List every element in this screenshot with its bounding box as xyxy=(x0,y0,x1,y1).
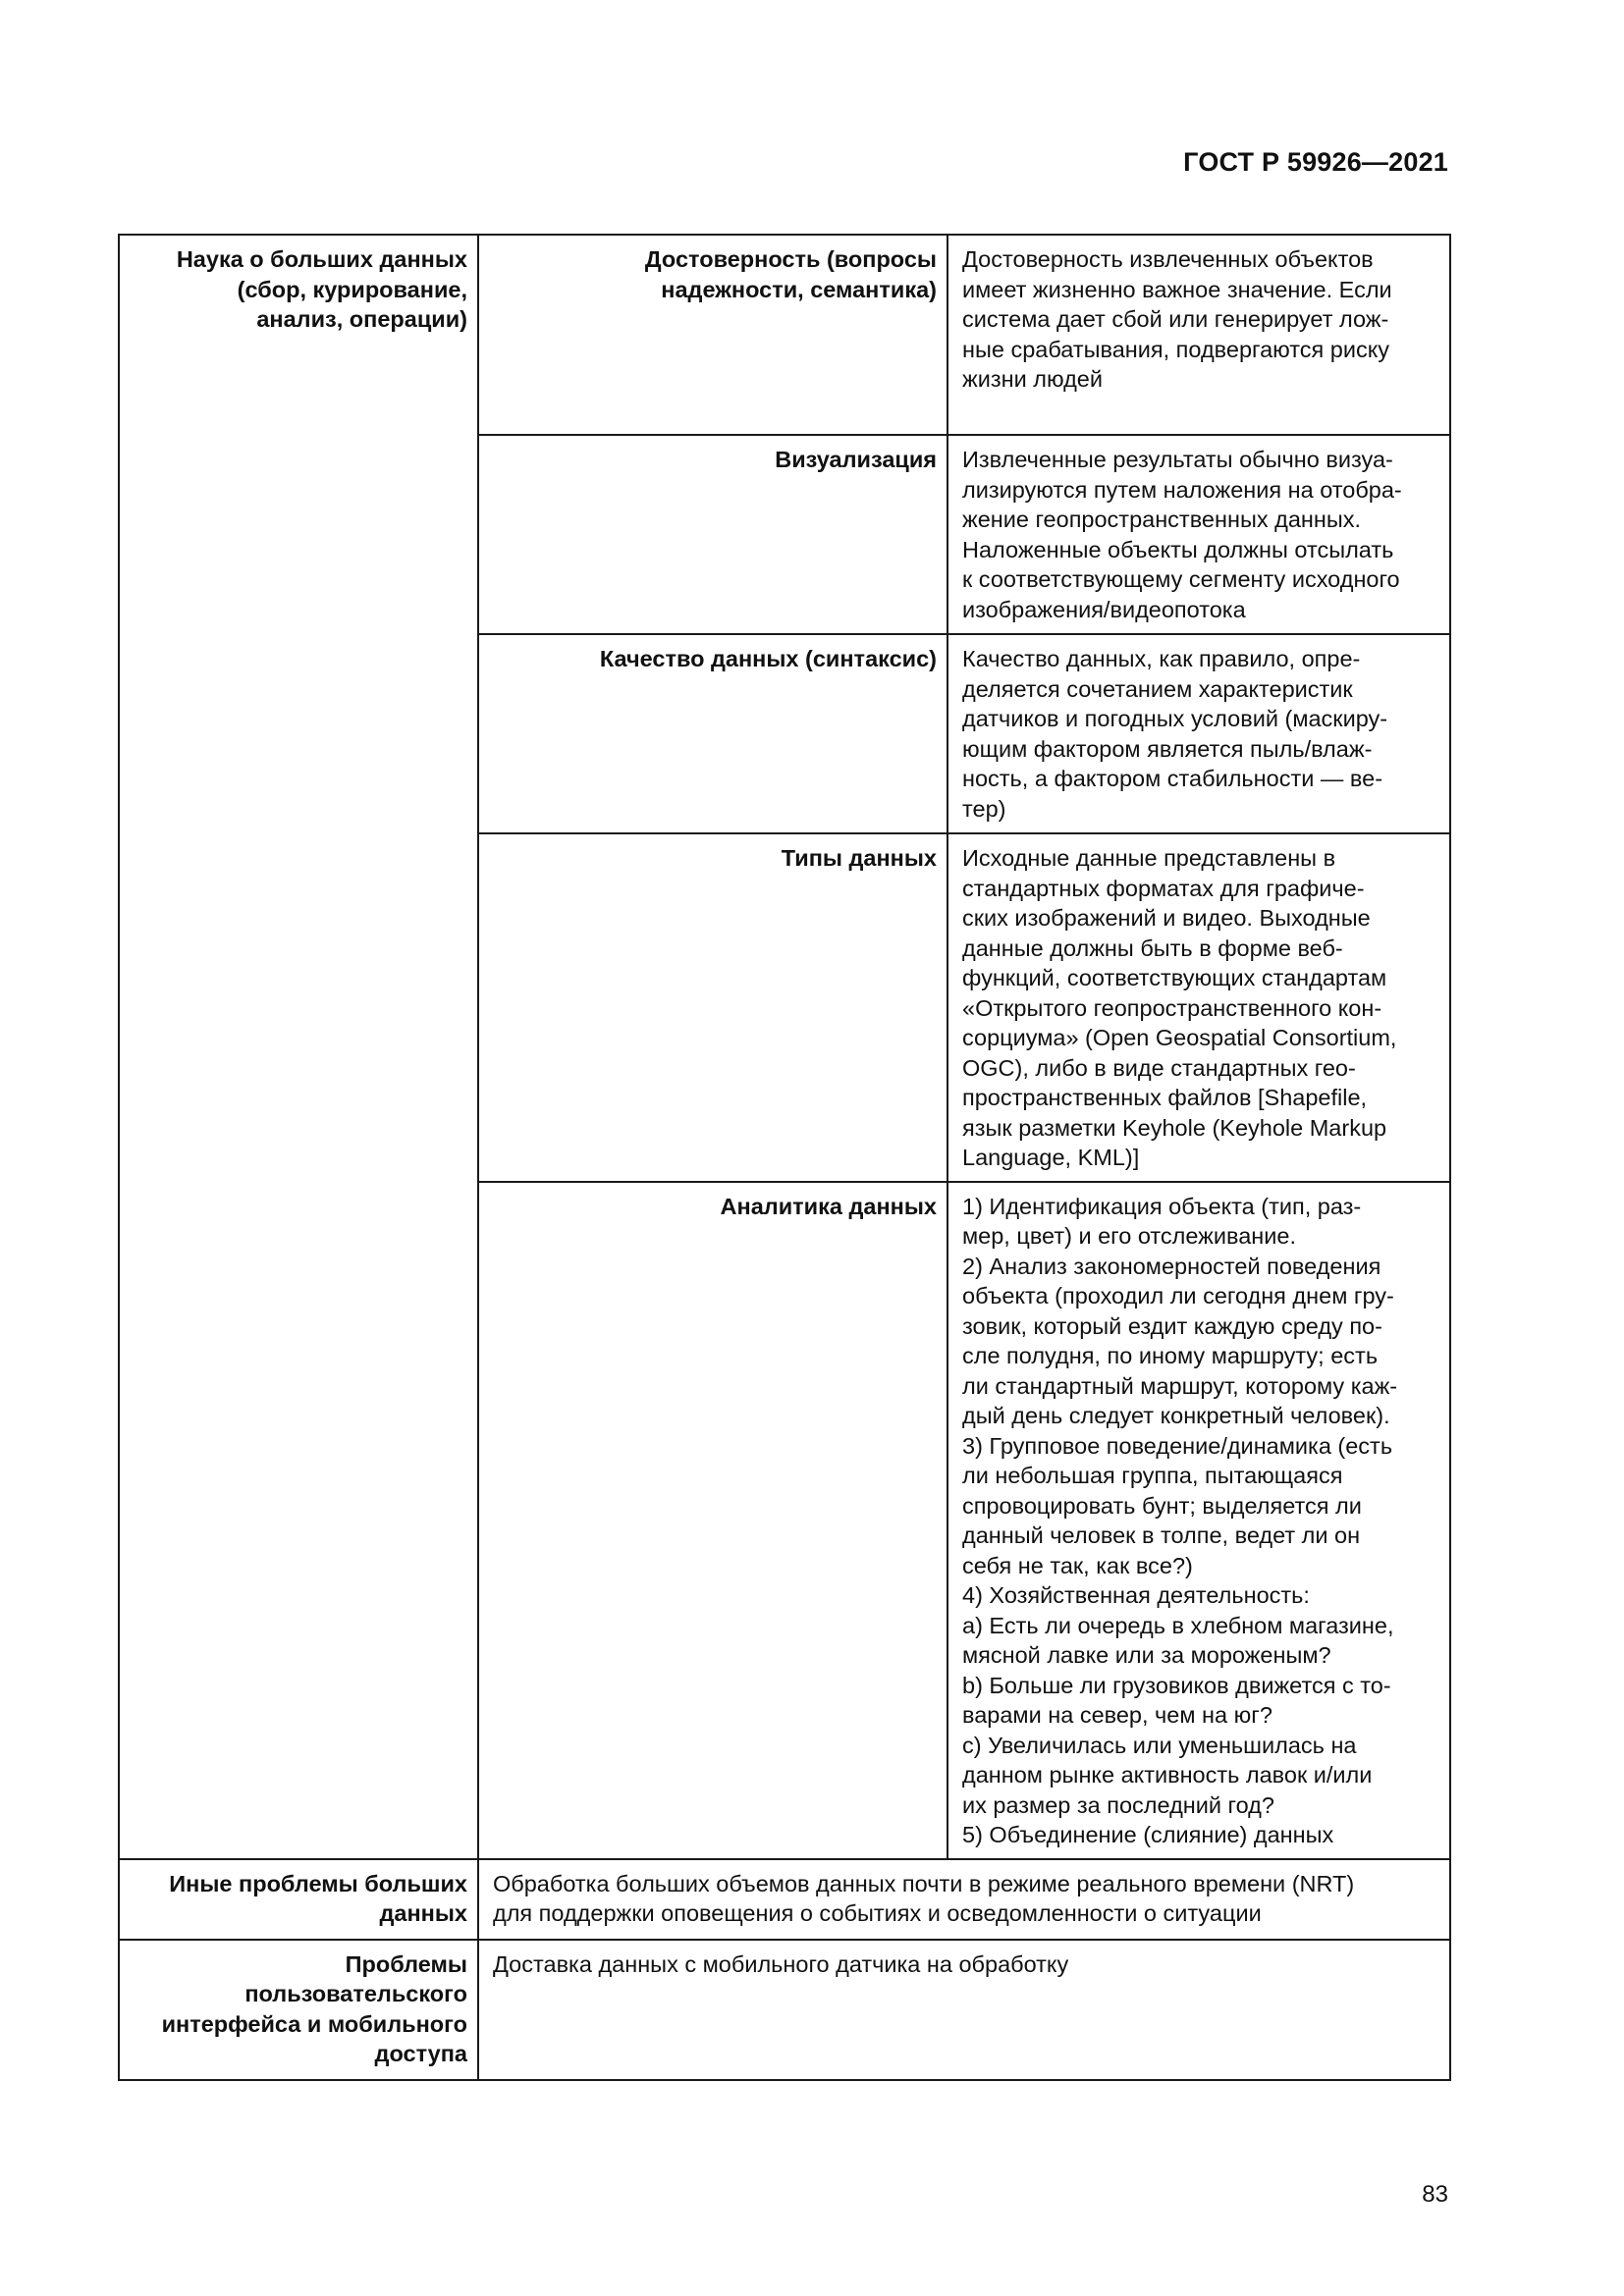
description-line: мер, цвет) и его отслеживание. xyxy=(962,1223,1296,1249)
category-line: данных xyxy=(379,1900,467,1926)
description-line: Обработка больших объемов данных почти в режиме реального времени (NRT) xyxy=(493,1870,1355,1896)
aspect-cell xyxy=(478,634,947,833)
description-line: ли небольшая группа, пытающаяся xyxy=(962,1463,1343,1488)
description-cell xyxy=(947,235,1450,435)
description-line: Достоверность извлеченных объектов xyxy=(962,246,1374,272)
description-line: сорциума» (Open Geospatial Consortium, xyxy=(962,1025,1397,1050)
aspect-cell xyxy=(478,833,947,1182)
description-line: OGC), либо в виде стандартных гео- xyxy=(962,1054,1356,1081)
description-line: a) Есть ли очередь в хлебном магазине, xyxy=(962,1612,1394,1638)
description-line: лизируются путем наложения на отобра- xyxy=(962,476,1402,503)
description-line: датчиков и погодных условий (маскиру- xyxy=(962,706,1388,731)
description-line: для поддержки оповещения о событиях и осведомленности о ситуации xyxy=(493,1900,1262,1926)
description-line: сле полудня, по иному маршруту; есть xyxy=(962,1343,1379,1368)
description-line: пространственных файлов [Shapefile, xyxy=(962,1085,1368,1110)
description-line: ность, а фактором стабильности — ве- xyxy=(962,766,1383,791)
aspect-line: надежности, семантика) xyxy=(661,276,937,302)
description-line: стандартных форматах для графиче- xyxy=(962,875,1365,901)
description-line: ских изображений и видео. Выходные xyxy=(962,905,1371,931)
description-line: Извлеченные результаты обычно визуа- xyxy=(962,447,1393,472)
category-line: анализ, операции) xyxy=(256,306,467,332)
table-row xyxy=(119,1859,1450,1940)
description-line: варами на север, чем на юг? xyxy=(962,1702,1272,1728)
category-cell-big-data-science xyxy=(119,235,478,1859)
description-line: 1) Идентификация объекта (тип, раз- xyxy=(962,1193,1362,1219)
description-line: имеет жизненно важное значение. Если xyxy=(962,276,1392,302)
description-line: Доставка данных с мобильного датчика на обработку xyxy=(493,1950,1069,1977)
category-cell-ui-mobile xyxy=(119,1940,478,2080)
description-line: Наложенные объекты должны отсылать xyxy=(962,536,1394,562)
aspect-cell xyxy=(478,1182,947,1859)
description-cell-wide xyxy=(478,1859,1450,1940)
description-line: мясной лавке или за мороженым? xyxy=(962,1642,1331,1668)
aspect-cell xyxy=(478,235,947,435)
description-line: c) Увеличилась или уменьшилась на xyxy=(962,1732,1357,1758)
category-line: Проблемы xyxy=(345,1950,467,1977)
aspect-line: Качество данных (синтаксис) xyxy=(599,646,937,671)
description-line: язык разметки Keyhole (Keyhole Markup xyxy=(962,1114,1387,1141)
description-line: 3) Групповое поведение/динамика (есть xyxy=(962,1432,1393,1459)
requirements-table xyxy=(118,234,1451,2081)
category-line: (сбор, курирование, xyxy=(237,276,467,302)
description-line: тер) xyxy=(962,795,1006,822)
description-line: жизни людей xyxy=(962,366,1103,392)
description-line: данном рынке активность лавок и/или xyxy=(962,1762,1373,1788)
description-cell-wide xyxy=(478,1940,1450,2080)
table-row xyxy=(119,235,1450,435)
aspect-cell xyxy=(478,435,947,634)
category-line: интерфейса и мобильного xyxy=(161,2010,467,2037)
description-line: зовик, который ездит каждую среду по- xyxy=(962,1312,1382,1339)
aspect-line: Типы данных xyxy=(781,845,937,871)
document-header: ГОСТ Р 59926—2021 xyxy=(1183,147,1448,177)
description-line: ные срабатывания, подвергаются риску xyxy=(962,336,1389,362)
description-line: изображения/видеопотока xyxy=(962,596,1246,622)
description-line: 5) Объединение (слияние) данных xyxy=(962,1822,1334,1847)
aspect-line: Достоверность (вопросы xyxy=(644,246,937,272)
description-line: Качество данных, как правило, опре- xyxy=(962,646,1361,671)
description-line: ли стандартный маршрут, которому каж- xyxy=(962,1372,1398,1399)
description-line: спровоцировать бунт; выделяется ли xyxy=(962,1492,1362,1519)
description-line: данные должны быть в форме веб- xyxy=(962,934,1343,961)
description-line: Language, KML)] xyxy=(962,1145,1140,1170)
description-line: функций, соответствующих стандартам xyxy=(962,965,1387,990)
aspect-line: Визуализация xyxy=(775,447,937,472)
category-line: Наука о больших данных xyxy=(176,246,467,272)
category-cell-other-problems xyxy=(119,1859,478,1940)
description-line: 2) Анализ закономерностей поведения xyxy=(962,1253,1381,1279)
page-number: 83 xyxy=(1422,2181,1448,2208)
description-line: жение геопространственных данных. xyxy=(962,507,1362,532)
aspect-line: Аналитика данных xyxy=(720,1193,937,1219)
description-line: себя не так, как все?) xyxy=(962,1552,1193,1578)
description-cell xyxy=(947,435,1450,634)
description-line: Исходные данные представлены в xyxy=(962,845,1336,871)
table-row xyxy=(119,1940,1450,2080)
description-line: b) Больше ли грузовиков движется с то- xyxy=(962,1672,1391,1698)
description-cell xyxy=(947,1182,1450,1859)
category-line: Иные проблемы больших xyxy=(169,1870,467,1896)
description-line: система дает сбой или генерирует лож- xyxy=(962,306,1389,332)
description-line: данный человек в толпе, ведет ли он xyxy=(962,1522,1361,1548)
category-line: пользовательского xyxy=(244,1981,467,2006)
description-line: деляется сочетанием характеристик xyxy=(962,675,1353,702)
description-line: ющим фактором является пыль/влаж- xyxy=(962,735,1373,762)
description-line: их размер за последний год? xyxy=(962,1791,1274,1818)
description-cell xyxy=(947,833,1450,1182)
description-line: «Открытого геопространственного кон- xyxy=(962,994,1382,1021)
description-line: к соответствующему сегменту исходного xyxy=(962,566,1400,592)
description-cell xyxy=(947,634,1450,833)
description-line: дый день следует конкретный человек). xyxy=(962,1403,1390,1428)
category-line: доступа xyxy=(374,2041,467,2066)
description-line: объекта (проходил ли сегодня днем гру- xyxy=(962,1283,1394,1308)
description-line: 4) Хозяйственная деятельность: xyxy=(962,1582,1310,1608)
